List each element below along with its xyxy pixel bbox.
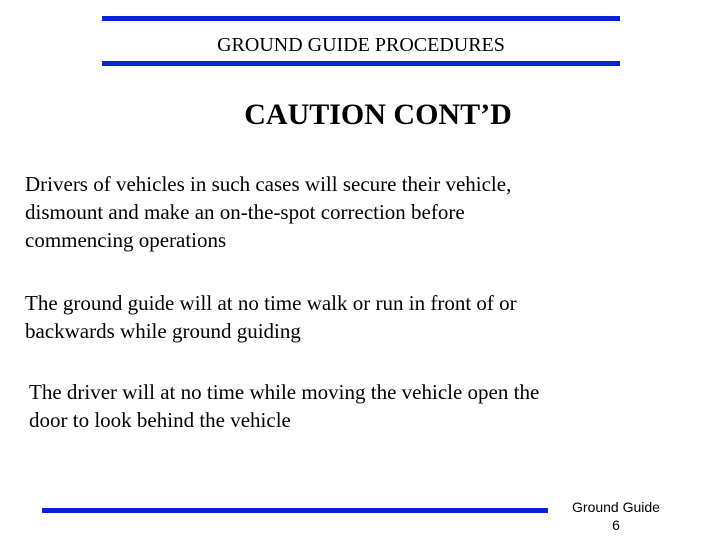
page-number: 6 bbox=[612, 517, 620, 533]
paragraph-line: backwards while ground guiding bbox=[25, 319, 301, 343]
footer-rule bbox=[42, 508, 548, 513]
paragraph-line: Drivers of vehicles in such cases will secure their vehicle, bbox=[25, 172, 512, 196]
slide-title: CAUTION CONT’D bbox=[244, 98, 512, 131]
paragraph-drivers-secure bbox=[25, 170, 665, 254]
footer bbox=[560, 498, 672, 534]
paragraph-ground-guide-walk bbox=[25, 289, 665, 345]
footer-label: Ground Guide bbox=[572, 499, 660, 515]
header-title: GROUND GUIDE PROCEDURES bbox=[217, 34, 505, 56]
paragraph-line: The driver will at no time while moving the vehicle open the bbox=[29, 380, 540, 404]
paragraph-line: door to look behind the vehicle bbox=[29, 408, 291, 432]
paragraph-line: The ground guide will at no time walk or run in front of or bbox=[25, 291, 517, 315]
paragraph-line: commencing operations bbox=[25, 228, 227, 252]
paragraph-driver-door bbox=[29, 378, 669, 434]
paragraph-line: dismount and make an on-the-spot correction before bbox=[25, 200, 465, 224]
header-top-rule bbox=[102, 16, 620, 21]
header-bottom-rule bbox=[102, 61, 620, 66]
